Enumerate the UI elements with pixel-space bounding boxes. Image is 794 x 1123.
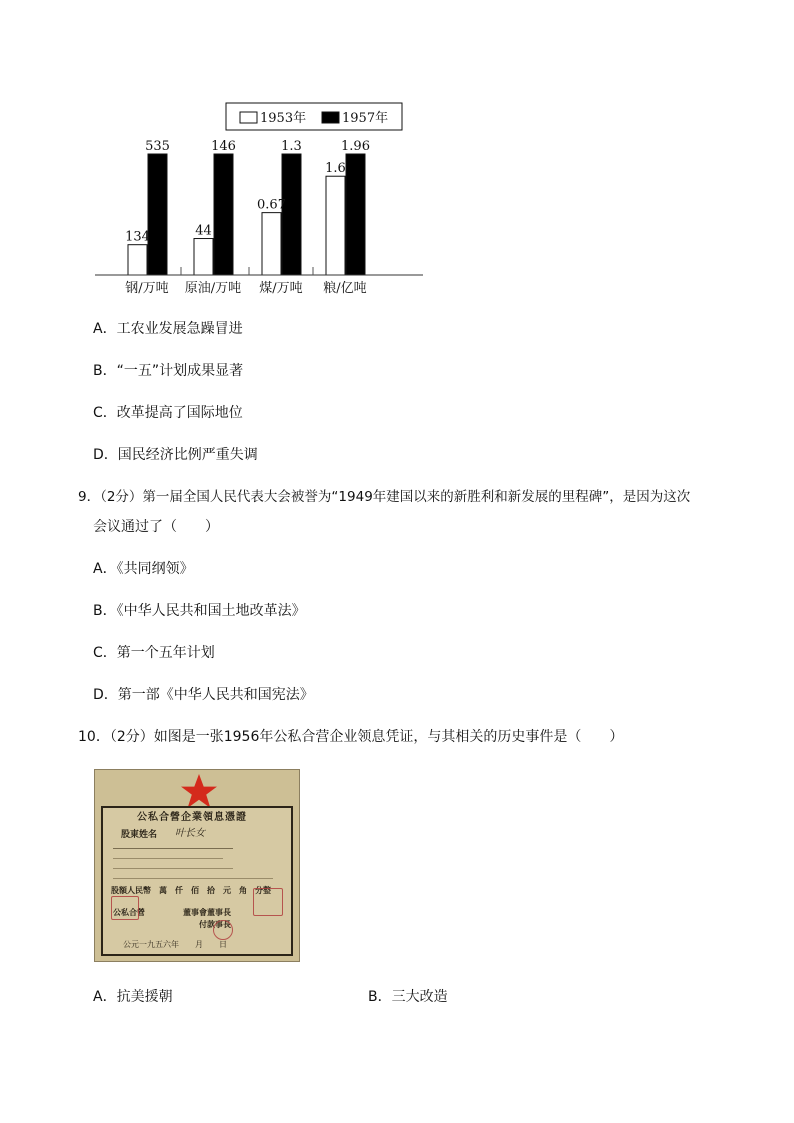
q8-option-a[interactable] — [93, 319, 243, 339]
legend-swatch — [322, 112, 339, 123]
category-label: 原油/万吨 — [184, 281, 242, 296]
category-label: 粮/亿吨 — [323, 281, 367, 296]
q10-option-b[interactable] — [368, 987, 448, 1007]
data-label: 1.3 — [281, 139, 302, 154]
certificate-seal — [213, 920, 233, 940]
certificate-frame — [101, 806, 293, 956]
q10-stem: 10．（2分）如图是一张1956年公私合营企业领息凭证，与其相关的历史事件是（ ） — [78, 729, 624, 745]
option-letter: A． — [93, 321, 117, 337]
dividend-certificate-image — [94, 769, 300, 962]
data-label: 0.67 — [257, 197, 286, 213]
chart-legend — [226, 103, 402, 130]
option-letter: C． — [93, 645, 117, 661]
option-letter: B． — [93, 603, 117, 619]
bar-1957 — [148, 154, 167, 275]
bar-1953 — [128, 245, 147, 275]
q8-option-d[interactable] — [93, 445, 258, 465]
certificate-company-prefix: 公私合營 — [113, 908, 145, 917]
certificate-title: 公私合營企業領息憑證 — [137, 812, 247, 823]
certificate-date-line: 公元一九五六年 月 日 — [123, 940, 227, 949]
q9-stem-line1: 9．（2分）第一届全国人民代表大会被誉为“1949年建国以来的新胜利和新发展的里程碑”，是因为这次 — [78, 489, 691, 505]
certificate-holder-name: 叶长女 — [175, 828, 205, 839]
option-text: 第一个五年计划 — [116, 645, 215, 661]
option-text: 国民经济比例严重失调 — [117, 447, 258, 463]
certificate-rule — [113, 878, 273, 879]
legend-label: 1957年 — [342, 111, 389, 126]
data-label: 134 — [125, 229, 150, 245]
data-label: 146 — [211, 139, 236, 154]
certificate-manager-label: 付款事長 — [199, 920, 231, 929]
option-letter: D． — [93, 687, 118, 703]
option-text: 工农业发展急躁冒进 — [116, 321, 243, 337]
data-label: 1.96 — [341, 139, 370, 154]
data-label: 1.6 — [325, 161, 346, 177]
certificate-holder-label: 股東姓名 — [121, 830, 158, 840]
bar-1957 — [214, 154, 233, 275]
certificate-amount-line: 股額人民幣 萬 仟 佰 拾 元 角 分整 — [111, 886, 271, 895]
chart-bars — [125, 139, 370, 275]
q9-option-d[interactable] — [93, 685, 314, 705]
option-text: 三大改造 — [391, 989, 448, 1005]
data-label: 535 — [145, 139, 170, 154]
q8-option-b[interactable] — [93, 361, 243, 381]
option-text: 抗美援朝 — [116, 989, 173, 1005]
legend-label: 1953年 — [260, 111, 307, 126]
option-letter: D． — [93, 447, 118, 463]
certificate-chair-label: 董事會董事長 — [183, 908, 231, 917]
option-text: 改革提高了国际地位 — [116, 405, 243, 421]
option-text: 《中华人民共和国土地改革法》 — [116, 603, 306, 619]
bar-1953 — [194, 239, 213, 275]
category-label: 钢/万吨 — [125, 281, 169, 296]
option-letter: B． — [93, 363, 117, 379]
q8-option-c[interactable] — [93, 403, 243, 423]
data-label: 44 — [195, 223, 212, 239]
q9-stem-line2: 会议通过了（ ） — [93, 519, 219, 535]
option-text: 第一部《中华人民共和国宪法》 — [117, 687, 314, 703]
bar-1953 — [326, 176, 345, 275]
option-text: “一五”计划成果显著 — [116, 363, 244, 379]
certificate-rule — [113, 858, 223, 859]
certificate-seal — [253, 888, 283, 916]
bar-1953 — [262, 213, 281, 275]
certificate-rule — [113, 868, 233, 869]
option-letter: B． — [368, 989, 392, 1005]
option-letter: A． — [93, 989, 117, 1005]
q9-option-a[interactable] — [93, 559, 194, 579]
option-letter: C． — [93, 405, 117, 421]
q9-option-b[interactable] — [93, 601, 306, 621]
option-text: 《共同纲领》 — [116, 561, 194, 577]
certificate-seal — [111, 896, 139, 920]
legend-swatch — [240, 112, 257, 123]
category-label: 煤/万吨 — [259, 281, 303, 296]
q9-option-c[interactable] — [93, 643, 215, 663]
certificate-rule — [113, 848, 233, 849]
bar-1957 — [346, 154, 365, 275]
bar-1957 — [282, 154, 301, 275]
q10-option-a[interactable] — [93, 987, 173, 1007]
option-letter: A． — [93, 561, 117, 577]
production-bar-chart — [90, 98, 430, 298]
